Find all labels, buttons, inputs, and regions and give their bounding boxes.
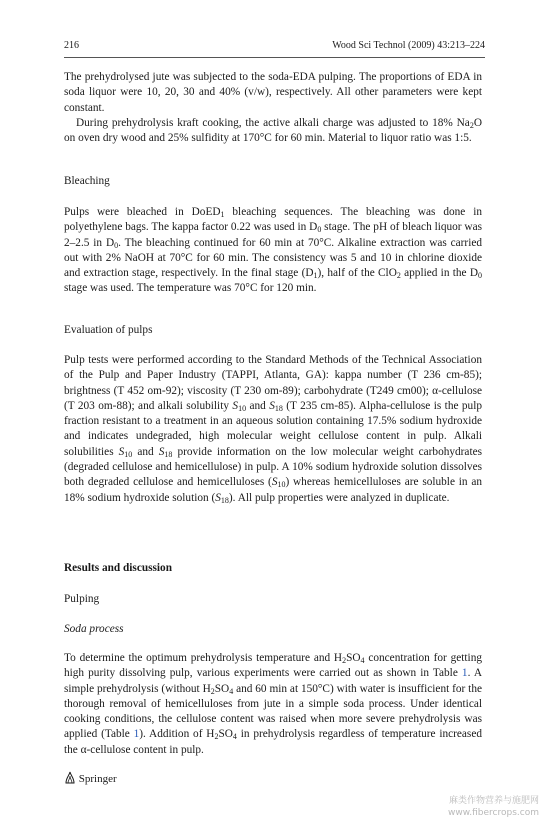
header-rule (64, 57, 485, 58)
springer-label: Springer (78, 773, 117, 785)
table-1-link[interactable]: 1 (461, 667, 468, 680)
heading-evaluation: Evaluation of pulps (64, 324, 153, 336)
running-header (64, 40, 485, 56)
page-number: 216 (64, 40, 79, 51)
paragraph-kraft: During prehydrolysis kraft cooking, the active alkali charge was adjusted to 18% $Na_2O$ on oven dry wood and 25% sulfidity at 170°C for 60 min. Material to liquor ratio was 1:5. (64, 116, 482, 145)
heading-pulping: Pulping (64, 593, 100, 605)
heading-bleaching: Bleaching (64, 175, 110, 187)
heading-results: Results and discussion (64, 562, 172, 574)
watermark: 麻类作物营养与施肥网 www.fibercrops.com (448, 796, 539, 818)
paragraph-soda-eda: The prehydrolysed jute was subjected to the soda-EDA pulping. The proportions of EDA in soda liquor were 10, 20, 30 and 40% (v/w), respectively. All other parameters were kept constant. (64, 71, 482, 114)
table-1-link[interactable]: 1 (133, 728, 140, 741)
publisher-footer (64, 771, 117, 785)
springer-logo-icon (64, 771, 76, 784)
paragraph-evaluation: Pulp tests were performed according to the Standard Methods of the Technical Association of the Pulp and Paper Industry (TAPPI, Atlanta, GA): kappa number (T 236 cm-85); brightness (T 452 om-92); viscosity (T 230 om-89); carbohydrate (T249 cm00); α-cellulose (T 203 om-88); and alkali solubility $S_{10}$ and $S_{18}$ (T 235 cm-85). Alpha-cellulose is the pulp fraction resistant to a treatment in an aqueous solution containing 17.5% sodium hydroxide and indicates undegraded, high molecular weight cellulose content in pulp. Alkali solubilities $S_{10}$ and $S_{18}$ provide information on the low molecular weight carbohydrates (degraded cellulose and hemicellulose) in pulp. A 10% sodium hydroxide solution dissolves both degraded cellulose and hemicelluloses $(S_{10})$ whereas hemicelluloses are soluble in an 18% sodium hydroxide solution $(S_{18})$. All pulp properties were analyzed in duplicate. (64, 354, 482, 505)
paragraph-soda-process: To determine the optimum prehydrolysis temperature and $H_2SO_4$ concentration for getting high purity dissolving pulp, various experiments were carried out as shown in Table 1. A simple prehydrolysis (without $H_2SO_4$ and 60 min at 150°C) with water is insufficient for the thorough removal of hemicelluloses from jute in a simple soda process. Under identical cooking conditions, the cellulose content was raised when more severe prehydrolysis was applied (Table 1). Addition of $H_2SO_4$ in prehydrolysis regardless of temperature increased the α-cellulose content in pulp. (64, 652, 482, 756)
heading-soda-process: Soda process (64, 623, 124, 635)
paragraph-bleaching: Pulps were bleached in DoED$_1$ bleaching sequences. The bleaching was done in polyethylene bags. The kappa factor 0.22 was used in $D_0$ stage. The pH of bleach liquor was 2–2.5 in $D_0$. The bleaching continued for 60 min at 70°C. Alkaline extraction was carried out with 2% NaOH at 70°C for 60 min. The consistency was 5 and 10 in chlorine dioxide and extraction stage, respectively. In the final stage $(D_1)$, half of the ClO$_2$ applied in the $D_0$ stage was used. The temperature was 70°C for 120 min. (64, 206, 482, 295)
journal-citation: Wood Sci Technol (2009) 43:213–224 (332, 40, 485, 51)
body-text-top (64, 70, 482, 146)
